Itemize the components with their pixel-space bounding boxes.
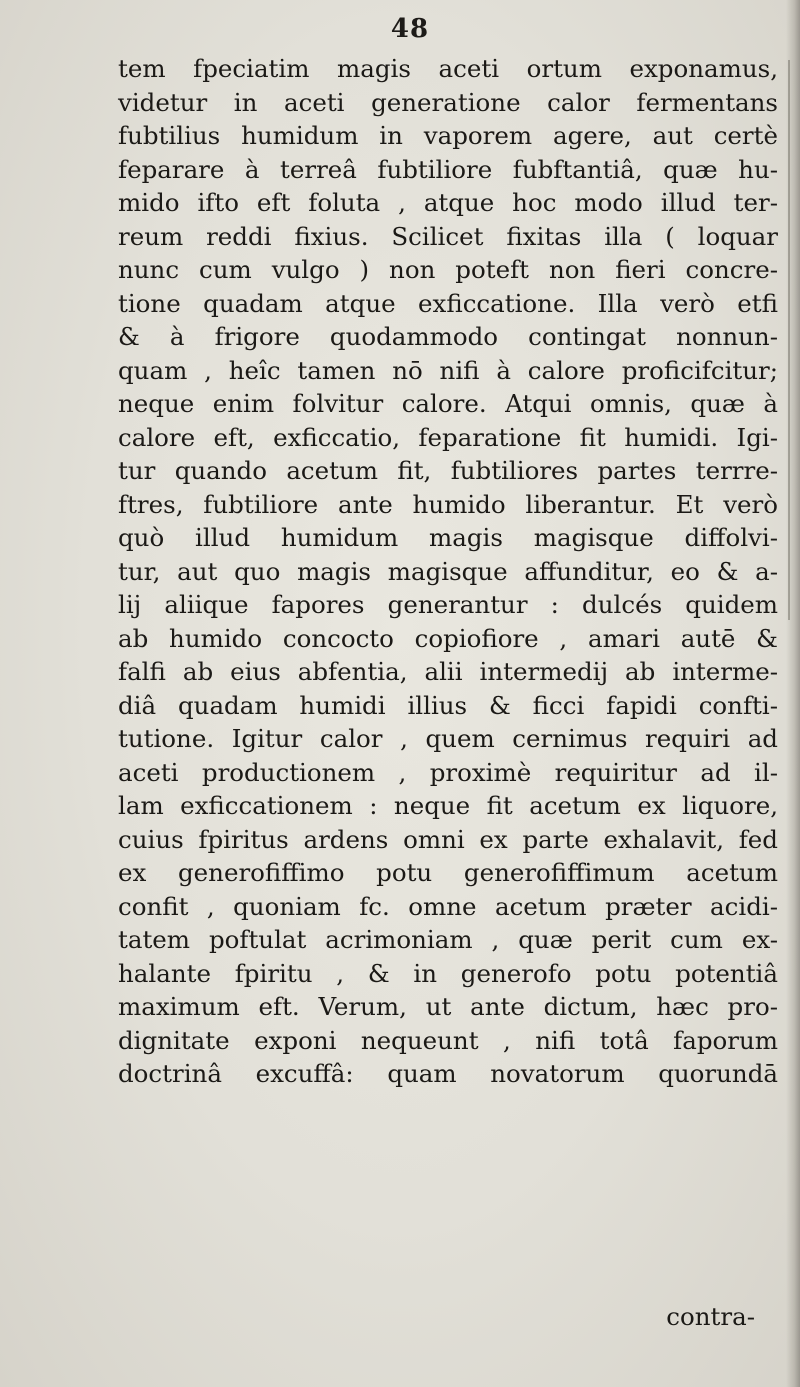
text-line: tutione. Igitur calor , quem cernimus requiri ad xyxy=(118,724,778,753)
text-line: lam exficcationem : neque fit acetum ex liquore, xyxy=(118,791,778,820)
text-line: aceti productionem , proximè requiritur ad il- xyxy=(118,757,778,787)
text-line: calore eft, exficcatio, feparatione fit humidi. Igi- xyxy=(118,422,778,452)
text-line: & à frigore quodammodo contingat nonnun- xyxy=(118,322,778,351)
text-line: fubtilius humidum in vaporem agere, aut certè xyxy=(118,121,778,150)
text-line: lij aliique fapores generantur : dulcés quidem xyxy=(118,590,778,619)
text-line: nunc cum vulgo ) non poteft non fieri concre- xyxy=(118,255,778,284)
text-line: ab humido concocto copiofiore , amari autē & xyxy=(118,623,778,653)
text-line: tur quando acetum fit, fubtiliores partes terrre- xyxy=(118,456,778,485)
text-line: ex generofiffimo potu generofiffimum acetum xyxy=(118,858,778,887)
text-line: diâ quadam humidi illius & ficci fapidi confti- xyxy=(118,690,778,720)
catchword: contra- xyxy=(666,1302,755,1331)
text-line: tem fpeciatim magis aceti ortum exponamus, xyxy=(118,54,778,83)
page-fold-line xyxy=(788,60,790,620)
text-line: halante fpiritu , & in generofo potu potentiâ xyxy=(118,958,778,988)
text-line: dignitate exponi nequeunt , nifi totâ faporum xyxy=(118,1025,778,1055)
body-text xyxy=(118,52,778,1091)
text-line: tatem poftulat acrimoniam , quæ perit cum ex- xyxy=(118,925,778,954)
text-line: tur, aut quo magis magisque affunditur, eo & a- xyxy=(118,556,778,586)
text-line: tione quadam atque exficcatione. Illa verò etfi xyxy=(118,288,778,318)
text-line: confit , quoniam fc. omne acetum præter acidi- xyxy=(118,891,778,921)
text-line: neque enim folvitur calore. Atqui omnis, quæ à xyxy=(118,389,778,418)
text-line: cuius fpiritus ardens omni ex parte exhalavit, fed xyxy=(118,824,778,854)
text-line: maximum eft. Verum, ut ante dictum, hæc pro- xyxy=(118,992,778,1021)
text-line: quò illud humidum magis magisque diffolvi- xyxy=(118,523,778,552)
text-line: videtur in aceti generatione calor fermentans xyxy=(118,87,778,117)
text-line: doctrinâ excuffâ: quam novatorum quorundā xyxy=(118,1059,778,1088)
text-line: ftres, fubtiliore ante humido liberantur. Et verò xyxy=(118,489,778,519)
text-line: quam , heîc tamen nō nifi à calore proficifcitur; xyxy=(118,355,778,385)
text-line: falfi ab eius abfentia, alii intermedij ab interme- xyxy=(118,657,778,686)
page-number: 48 xyxy=(390,14,430,44)
text-line: reum reddi fixius. Scilicet fixitas illa ( loquar xyxy=(118,221,778,251)
text-line: feparare à terreâ fubtiliore fubftantiâ, quæ hu- xyxy=(118,154,778,184)
text-line: mido ifto eft foluta , atque hoc modo illud ter- xyxy=(118,188,778,217)
